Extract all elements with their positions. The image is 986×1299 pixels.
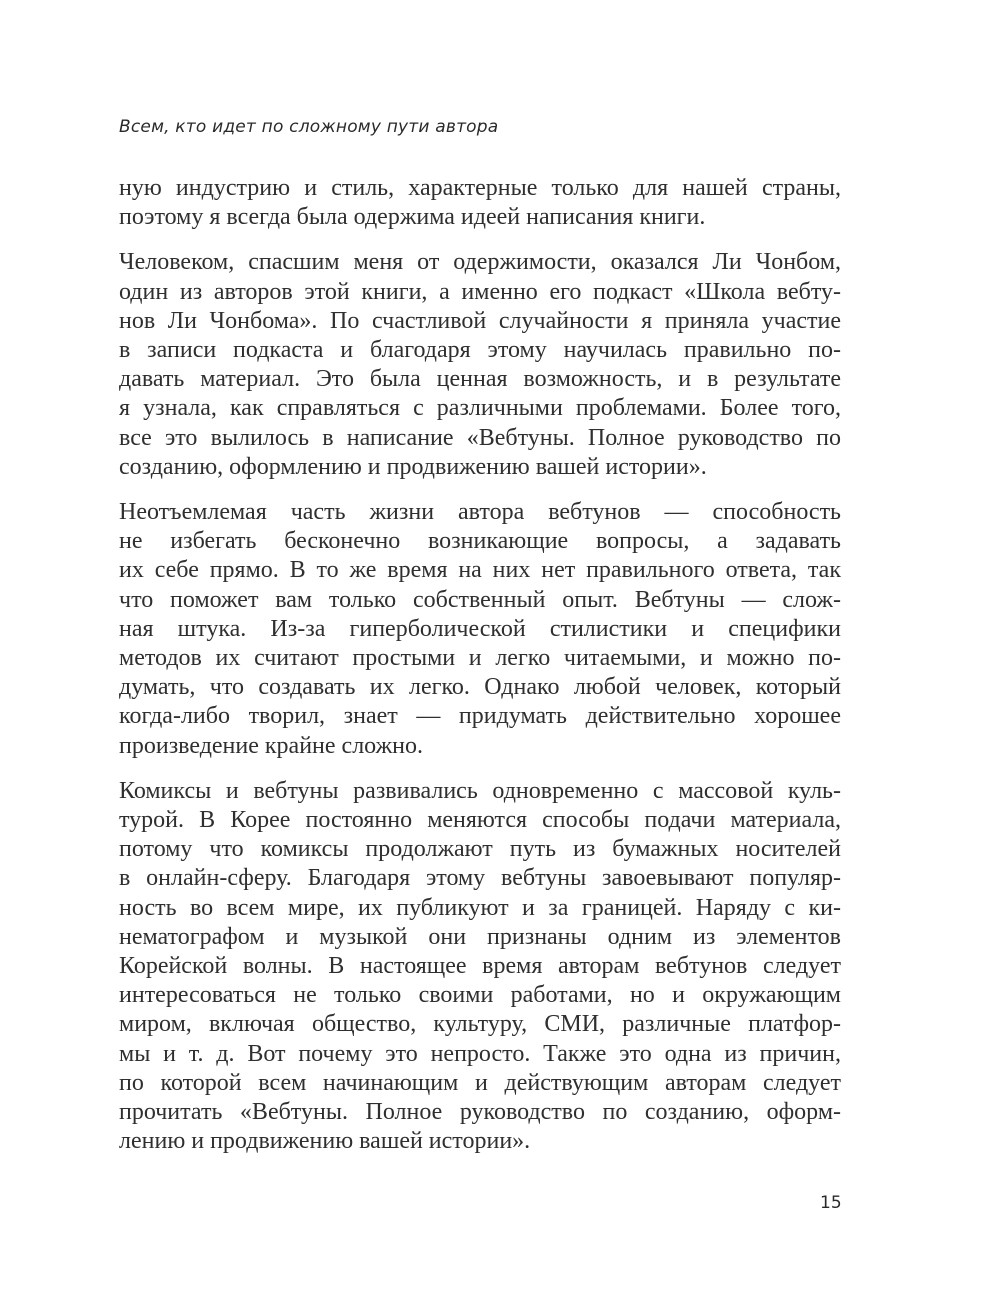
paragraph <box>119 174 841 232</box>
paragraph <box>119 777 841 1157</box>
running-head: Всем, кто идет по сложному пути автора <box>119 117 499 137</box>
text-line: все это вылилось в написание «Вебтуны. Полное руководство по <box>119 424 841 451</box>
text-line: Комиксы и вебтуны развивались одновременно с массовой куль- <box>119 777 841 804</box>
text-line: в записи подкаста и благодаря этому научилась правильно по- <box>119 337 841 364</box>
text-line: Неотъемлемая часть жизни автора вебтунов — способность <box>119 499 841 526</box>
text-line: Человеком, спасшим меня от одержимости, оказался Ли Чонбом, <box>119 249 841 276</box>
text-line: давать материал. Это была ценная возможность, и в результате <box>119 366 841 393</box>
text-line: произведение крайне сложно. <box>119 732 424 759</box>
text-line: их себе прямо. В то же время на них нет правильного ответа, так <box>119 557 841 584</box>
text-line: потому что комиксы продолжают путь из бумажных носителей <box>119 836 841 863</box>
text-line: созданию, оформлению и продвижению вашей истории». <box>119 453 707 480</box>
text-line: не избегать бесконечно возникающие вопросы, а задавать <box>119 528 841 555</box>
text-line: поэтому я всегда была одержима идеей написания книги. <box>119 204 706 231</box>
text-line: миром, включая общество, культуру, СМИ, различные платфор- <box>119 1011 841 1038</box>
text-line: по которой всем начинающим и действующим авторам следует <box>119 1069 841 1096</box>
text-line: нематографом и музыкой они признаны одним из элементов <box>119 923 841 950</box>
text-line: когда-либо творил, знает — придумать действительно хорошее <box>119 703 841 730</box>
text-line: лению и продвижению вашей истории». <box>119 1128 531 1155</box>
text-line: ную индустрию и стиль, характерные только для нашей страны, <box>119 175 841 201</box>
text-line: в онлайн-сферу. Благодаря этому вебтуны завоевывают популяр- <box>119 865 841 892</box>
text-line: что поможет вам только собственный опыт. Вебтуны — слож- <box>119 586 841 613</box>
text-line: Корейской волны. В настоящее время авторам вебтунов следует <box>119 953 841 980</box>
text-line: один из авторов этой книги, а именно его подкаст «Школа вебту- <box>119 278 841 305</box>
text-line: прочитать «Вебтуны. Полное руководство по созданию, оформ- <box>119 1099 841 1126</box>
text-line: я узнала, как справляться с различными проблемами. Более того, <box>119 395 841 422</box>
body-text <box>119 174 841 1173</box>
text-line: мы и т. д. Вот почему это непросто. Также это одна из причин, <box>119 1040 841 1067</box>
text-line: ная штука. Из-за гиперболической стилистики и специфики <box>119 615 841 642</box>
text-line: ность во всем мире, их публикуют и за границей. Наряду с ки- <box>119 894 841 921</box>
text-line: нов Ли Чонбома». По счастливой случайности я приняла участие <box>119 307 841 334</box>
page-number: 15 <box>820 1193 842 1213</box>
paragraph <box>119 248 841 482</box>
paragraph <box>119 498 841 761</box>
text-line: методов их считают простыми и легко читаемыми, и можно по- <box>119 645 841 672</box>
text-line: думать, что создавать их легко. Однако любой человек, который <box>119 674 841 701</box>
text-line: турой. В Корее постоянно меняются способы подачи материала, <box>119 807 841 834</box>
text-line: интересоваться не только своими работами, но и окружающим <box>119 982 841 1009</box>
